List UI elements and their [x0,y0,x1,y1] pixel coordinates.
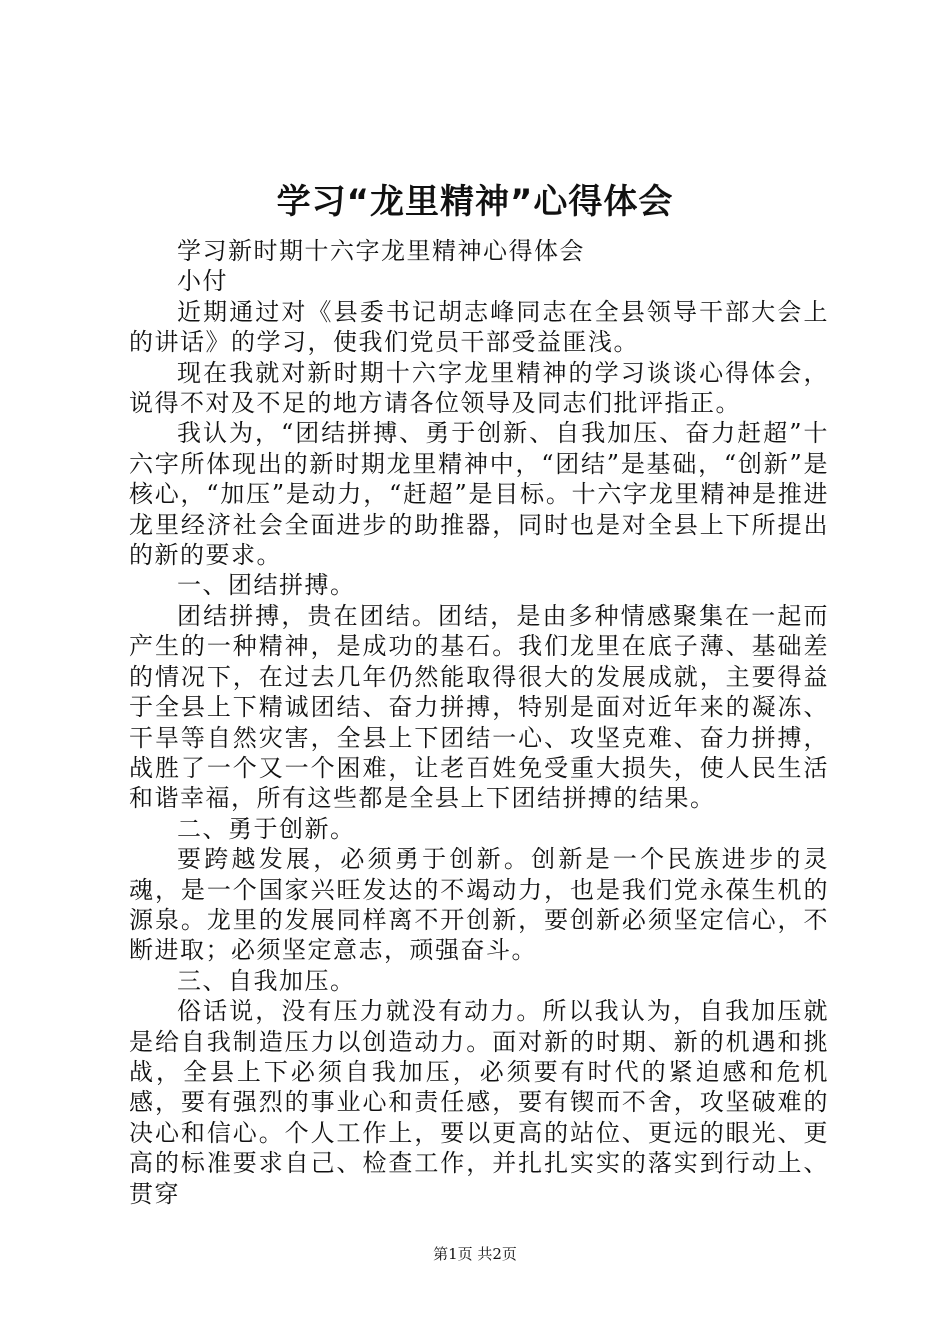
document-title: 学习“龙里精神”心得体会 [276,182,674,222]
section-heading: 二、勇于创新。 [177,814,356,843]
body-paragraph: 我认为，“团结拼搏、勇于创新、自我加压、奋力赶超”十六字所体现出的新时期龙里精神中，“团结”是基础，“创新”是核心，“加压”是动力，“赶超”是目标。十六字龙里精神是推进龙里经济社会全面进步的助推器，同时也是对全县上下所提出的新的要求。 [129,419,829,570]
author-paragraph: 小付 [177,267,228,296]
subtitle-paragraph: 学习新时期十六字龙里精神心得体会 [177,237,585,265]
section-heading: 一、团结拼搏。 [177,571,356,600]
body-paragraph: 俗话说，没有压力就没有动力。所以我认为，自我加压就是给自我制造压力以创造动力。面对新的时期、新的机遇和挑战，全县上下必须自我加压，必须要有时代的紧迫感和危机感，要有强烈的事业心和责任感，要有锲而不舍，攻坚破难的决心和信心。个人工作上，要以更高的站位、更远的眼光、更高的标准要求自己、检查工作，并扎扎实实的落实到行动上、贯穿 [129,997,829,1208]
body-paragraph: 现在我就对新时期十六字龙里精神的学习谈谈心得体会，说得不对及不足的地方请各位领导及同志们批评指正。 [129,358,829,418]
body-paragraph: 团结拼搏，贵在团结。团结，是由多种情感聚集在一起而产生的一种精神，是成功的基石。我们龙里在底子薄、基础差的情况下，在过去几年仍然能取得很大的发展成就，主要得益于全县上下精诚团结、奋力拼搏，特别是面对近年来的凝冻、干旱等自然灾害，全县上下团结一心、攻坚克难、奋力拼搏，战胜了一个又一个困难，让老百姓免受重大损失，使人民生活和谐幸福，所有这些都是全县上下团结拼搏的结果。 [129,601,829,813]
body-paragraph: 要跨越发展，必须勇于创新。创新是一个民族进步的灵魂，是一个国家兴旺发达的不竭动力，也是我们党永葆生机的源泉。龙里的发展同样离不开创新，要创新必须坚定信心，不断进取；必须坚定意志，顽强奋斗。 [129,845,829,965]
section-heading: 三、自我加压。 [177,966,356,995]
page-footer: 第1页 共2页 [433,1245,517,1263]
intro-paragraph: 近期通过对《县委书记胡志峰同志在全县领导干部大会上的讲话》的学习，使我们党员干部受益匪浅。 [129,297,829,357]
document-body [129,236,829,1209]
